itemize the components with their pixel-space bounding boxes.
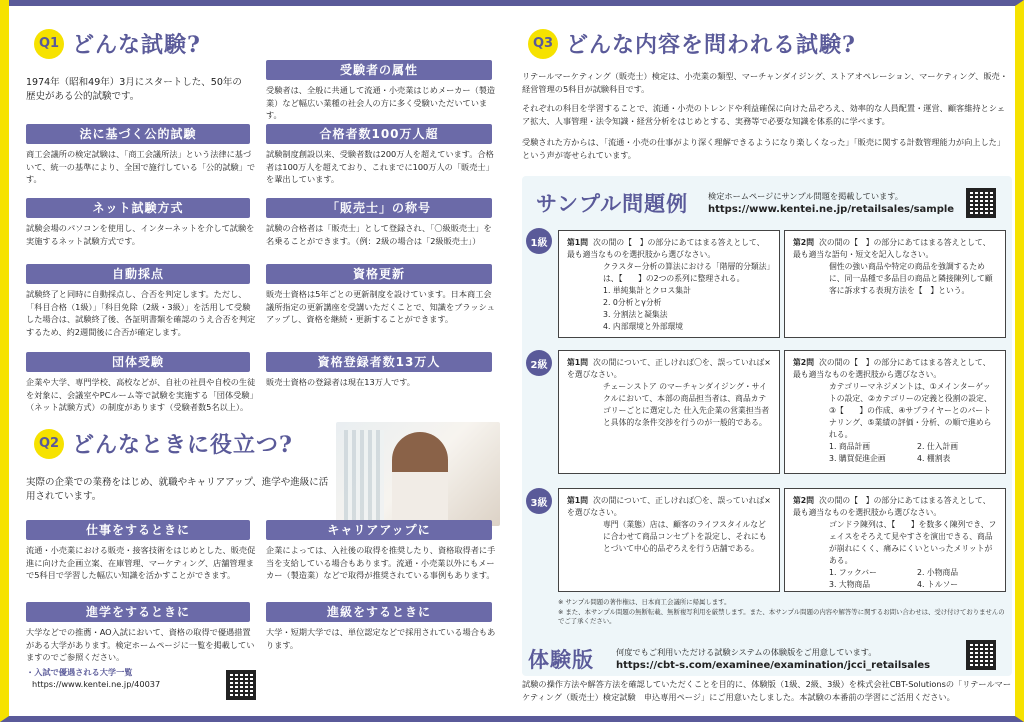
trial-text: 試験の操作方法や解答方法を確認していただくことを目的に、体験版（1級、2級、3級）を株式会社CBT-Solutionsの「リテールマーケティング（販売士）検定試験 申込専用ページ」にご用意いたしました。本試験の本番前の学習にご活用ください。 [522, 679, 1012, 702]
question-body: チェーンストア のマーチャンダイジング・サイクルにおいて、本部の商品担当者は、商品カテゴリーごとに選定した 仕入先企業の営業担当者と具体的な条件交渉を行うのが一般的である。 [603, 382, 770, 427]
question-number: 第2問 [793, 358, 815, 367]
question-instruction: 次の間について、正しければ〇を、誤っていれば×を選びなさい。 [567, 358, 771, 379]
option: 3. 大物商品 [829, 580, 871, 589]
auto-text: 試験終了と同時に自動採点し、合否を判定します。ただし、「科目合格（1級）」「科目免除（2級・3級）」を活用して受験した場合は、試験終了後、各証明書類を確認のうえ合否を判定するため、約2週間後に合否が確定します。 [26, 289, 256, 337]
level1-question1-card [558, 230, 780, 338]
staff-photo [336, 422, 500, 526]
level-badge-1: 1級 [526, 228, 552, 254]
trial-qr-code[interactable] [966, 640, 996, 670]
net-title: ネット試験方式 [26, 198, 250, 218]
group-title: 団体受験 [26, 352, 250, 372]
question-number: 第2問 [793, 238, 815, 247]
law-text: 商工会議所の検定試験は、「商工会議所法」という法律に基づいて、統一の基準により、全国で施行している「公的試験」です。 [26, 149, 256, 184]
level3-question1-card [558, 488, 780, 592]
career-title: キャリアアップに [266, 520, 492, 540]
question-instruction: 次の間の【 】の部分にあてはまる答えとして、最も適当なものを選択肢から選びなさい。 [793, 496, 991, 517]
question-instruction: 次の間の【 】の部分にあてはまる答えとして、最も適当なものを選択肢から選びなさい。 [567, 238, 765, 259]
school-text: 大学などでの推薦・AO入試において、資格の取得で優遇措置がある大学があります。検定ホームページに一覧を掲載していますのでご参照ください。 [26, 627, 255, 662]
q2-badge: Q2 [34, 429, 64, 459]
sample-footnote-1: ※ サンプル問題の著作権は、日本商工会議所に帰属します。 [558, 598, 731, 606]
sample-footnote-2: ※ また、本サンプル問題の無断転載、無断複写利用を厳禁します。また、本サンプル問題の内容や解答等に関するお問い合わせは、受け付けておりませんのでご了承ください。 [558, 608, 1005, 625]
sample-note: 検定ホームページにサンプル問題を掲載しています。 [708, 191, 903, 201]
examinees-text: 試験制度創設以来、受験者数は200万人を超えています。合格者は100万人を超えており、これまでに100万人の「販売士」を輩出しています。 [266, 149, 494, 184]
question-instruction: 次の間について、正しければ〇を、誤っていれば×を選びなさい。 [567, 496, 771, 517]
level1-question2-card [784, 230, 1006, 338]
question-body: 個性の強い商品や特定の商品を強調するために、同一品種で多品目の商品と隣接陳列して顧客に訴求する表現方法を【 】という。 [829, 262, 993, 295]
examinees-title: 合格者数100万人超 [266, 124, 492, 144]
option: 1. 単純集計とクロス集計 [603, 286, 691, 295]
sample-title: サンプル問題例 [536, 191, 689, 216]
question-body: 専門（業態）店は、顧客のライフスタイルなどに合わせて商品コンセプトを設定し、それにもとづいて中心的品ぞろえを行う店舗である。 [603, 520, 767, 553]
school-qr-code[interactable] [226, 670, 256, 700]
option: 2. 小物商品 [917, 568, 959, 577]
q3-paragraph-2: それぞれの科目を学習することで、流通・小売のトレンドや利益確保に向けた品ぞろえ、効率的な人員配置・運営、顧客維持とシェア拡大、人事管理・法令知識・経営分析をはじめとする、実務等で必要な知識を体系的に学べます。 [522, 103, 1006, 126]
option: 1. 商品計画 [829, 442, 871, 451]
level3-question2-card [784, 488, 1006, 592]
question-instruction: 次の間の【 】の部分にあてはまる答えとして、最も適当な語句・短文を記入しなさい。 [793, 238, 991, 259]
option: 4. トルソー [917, 580, 959, 589]
auto-title: 自動採点 [26, 264, 250, 284]
option: 3. 分割法と凝集法 [603, 310, 668, 319]
q1-heading [34, 28, 201, 59]
school-title: 進学をするときに [26, 602, 250, 622]
question-number: 第2問 [793, 496, 815, 505]
option: 1. フックバー [829, 568, 877, 577]
work-text: 流通・小売業における販売・接客技術をはじめとした、販売促進に向けた企画立案、在庫管理、マーケティング、店舗管理まで5科目で学習した幅広い知識を活かすことができます。 [26, 545, 256, 580]
level-badge-2: 2級 [526, 350, 552, 376]
option: 4. 棚割表 [917, 454, 951, 463]
law-title: 法に基づく公的試験 [26, 124, 250, 144]
attrs-text: 受験者は、全般に共通して流通・小売業はじめメーカー（製造業）など幅広い業種の社会人の方に多く受験いただいています。 [266, 85, 496, 120]
q1-intro: 1974年（昭和49年）3月にスタートした、50年の歴史がある公的試験です。 [26, 77, 242, 102]
attrs-title: 受験者の属性 [266, 60, 492, 80]
work-title: 仕事をするときに [26, 520, 250, 540]
group-text: 企業や大学、専門学校、高校などが、自社の社員や自校の生徒を対象に、会議室やPCルーム等で試験を実施する「団体受験」（ネット試験方式）の制度があります（受験者数5名以上）。 [26, 377, 258, 412]
grade-title: 進級をするときに [266, 602, 492, 622]
net-text: 試験会場のパソコンを使用し、インターネットを介して試験を実施するネット試験方式です。 [26, 223, 255, 246]
career-text: 企業によっては、入社後の取得を推奨したり、資格取得者に手当を支給している場合もあります。流通・小売業以外にもメーカー（製造業）などで取得が推奨されている事例もあります。 [266, 545, 496, 580]
sample-url-link[interactable]: https://www.kentei.ne.jp/retailsales/sample [708, 204, 955, 215]
question-number: 第1問 [567, 496, 589, 505]
renew-title: 資格更新 [266, 264, 492, 284]
level2-question1-card [558, 350, 780, 474]
woman-image [392, 432, 448, 526]
q3-paragraph-1: リテールマーケティング（販売士）検定は、小売業の類型、マーチャンダイジング、ストアオペレーション、マーケティング、販売・経営管理の5科目が試験科目です。 [522, 71, 1008, 94]
school-link-url[interactable]: https://www.kentei.ne.jp/40037 [32, 679, 161, 689]
trial-url-link[interactable]: https://cbt-s.com/examinee/examination/jcci_retailsales [616, 660, 931, 671]
q1-badge: Q1 [34, 29, 64, 59]
school-link-label: ・入試で優遇される大学一覧 [26, 667, 133, 677]
registered-title: 資格登録者数13万人 [266, 352, 492, 372]
question-body: カテゴリーマネジメントは、①メインターゲットの設定、②カテゴリーの定義と役割の設定、③【 】の作成、④サプライヤーとのパートナリング、⑤業績の評価・分析、の順で進められる。 [829, 382, 992, 439]
q2-heading [34, 428, 293, 459]
trial-note: 何度でもご利用いただける試験システムの体験版をご用意しています。 [616, 647, 877, 657]
registered-text: 販売士資格の登録者は現在13万人です。 [266, 377, 415, 387]
q3-heading [528, 28, 856, 59]
q3-title: どんな内容を問われる試験? [566, 32, 856, 58]
sample-qr-code[interactable] [966, 188, 996, 218]
hanbaishi-title: 「販売士」の称号 [266, 198, 492, 218]
question-instruction: 次の間の【 】の部分にあてはまる答えとして、最も適当なものを選択肢から選びなさい。 [793, 358, 991, 379]
question-number: 第1問 [567, 238, 589, 247]
question-body: ゴンドラ陳列は、【 】を数多く陳列でき、フェイスをそろえて見やすさを演出できる、商品が崩れにくく、痛みにくいといったメリットがある。 [829, 520, 997, 565]
question-number: 第1問 [567, 358, 589, 367]
trial-title: 体験版 [528, 647, 594, 672]
grade-text: 大学・短期大学では、単位認定などで採用されている場合もあります。 [266, 627, 496, 650]
level2-question2-card [784, 350, 1006, 474]
option: 4. 内部環境と外部環境 [603, 322, 684, 331]
question-body: クラスター分析の算法における「階層的分類法」は、【 】の2つの系列に整理される。 [603, 262, 771, 283]
q3-badge: Q3 [528, 29, 558, 59]
level-badge-3: 3級 [526, 488, 552, 514]
option: 2. 0分析とγ分析 [603, 298, 662, 307]
option: 2. 仕入計画 [917, 442, 959, 451]
q2-title: どんなときに役立つ? [72, 432, 293, 458]
q3-paragraph-3: 受験された方からは、「流通・小売の仕事がより深く理解できるようになり楽しくなった」「販売に関する計数管理能力が向上した」という声が寄せられています。 [522, 137, 1006, 160]
q2-intro: 実際の企業での業務をはじめ、就職やキャリアアップ、進学や進級に活用されています。 [26, 477, 329, 502]
hanbaishi-text: 試験の合格者は「販売士」として登録され、「〇級販売士」を名乗ることができます。（例：2級の場合は「2級販売士」） [266, 223, 492, 246]
option: 3. 購買促進企画 [829, 454, 886, 463]
q1-title: どんな試験? [72, 32, 201, 58]
renew-text: 販売士資格は5年ごとの更新制度を設けています。日本商工会議所指定の更新講座を受講いただくことで、知識をブラッシュアップし、資格を継続・更新することができます。 [266, 289, 495, 324]
clothes-rack-image [344, 430, 384, 520]
